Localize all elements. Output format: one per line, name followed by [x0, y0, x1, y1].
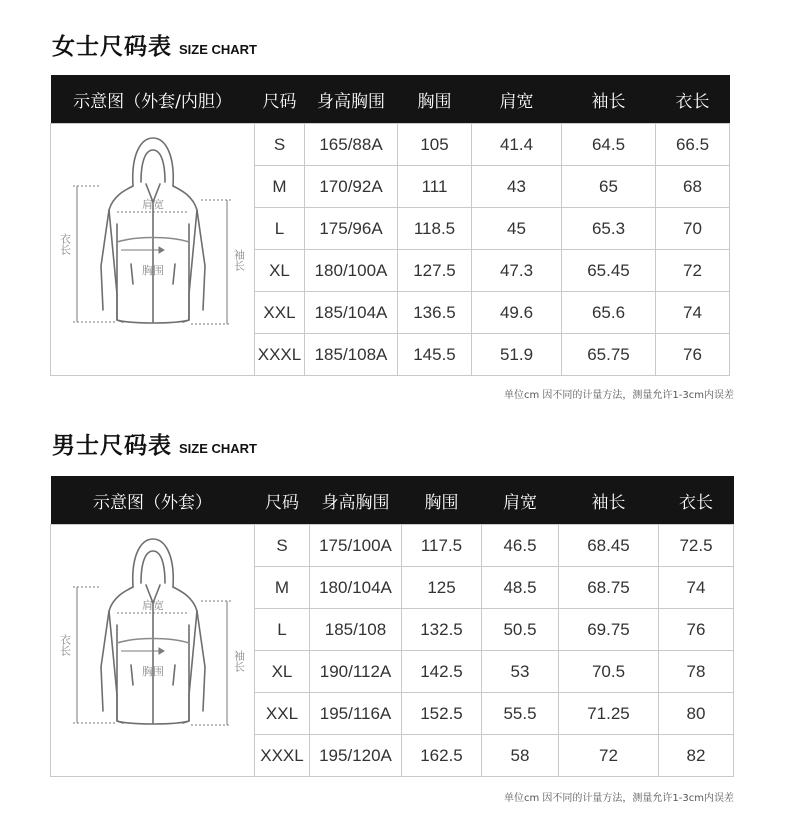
men-header-0: 示意图（外套）: [51, 476, 255, 525]
table-cell: 48.5: [482, 567, 559, 609]
table-cell: 132.5: [402, 609, 482, 651]
women-header-5: 袖长: [562, 75, 656, 124]
table-cell: 65.6: [562, 292, 656, 334]
women-header-4: 肩宽: [472, 75, 562, 124]
men-header-1: 尺码: [255, 476, 310, 525]
table-cell: 142.5: [402, 651, 482, 693]
table-cell: 180/104A: [310, 567, 402, 609]
table-cell: 180/100A: [305, 250, 398, 292]
chest-label: 胸围: [142, 264, 164, 277]
table-cell: 117.5: [402, 525, 482, 567]
table-cell: M: [255, 166, 305, 208]
men-header-4: 肩宽: [482, 476, 559, 525]
table-cell: 70.5: [559, 651, 659, 693]
table-cell: 152.5: [402, 693, 482, 735]
men-title-text: 男士尺码表: [52, 433, 172, 459]
table-cell: 72.5: [659, 525, 734, 567]
table-cell: S: [255, 525, 310, 567]
table-cell: 41.4: [472, 124, 562, 166]
table-cell: 46.5: [482, 525, 559, 567]
table-cell: 185/108: [310, 609, 402, 651]
table-cell: 68.45: [559, 525, 659, 567]
table-cell: 64.5: [562, 124, 656, 166]
table-cell: 50.5: [482, 609, 559, 651]
table-cell: M: [255, 567, 310, 609]
table-cell: 43: [472, 166, 562, 208]
table-cell: 118.5: [398, 208, 472, 250]
table-cell: 175/96A: [305, 208, 398, 250]
table-cell: XXL: [255, 693, 310, 735]
table-cell: 45: [472, 208, 562, 250]
table-cell: 195/120A: [310, 735, 402, 777]
table-cell: 65: [562, 166, 656, 208]
men-measure-note: 单位cm 因不同的计量方法，测量允许1-3cm内误差: [504, 793, 734, 804]
table-cell: 82: [659, 735, 734, 777]
table-cell: 72: [656, 250, 730, 292]
length-label: 衣长: [58, 233, 72, 255]
table-cell: 65.3: [562, 208, 656, 250]
table-cell: L: [255, 609, 310, 651]
women-header-3: 胸围: [398, 75, 472, 124]
table-cell: 58: [482, 735, 559, 777]
table-cell: 65.75: [562, 334, 656, 376]
women-header-0: 示意图（外套/内胆）: [51, 75, 255, 124]
men-subtitle: SIZE CHART: [179, 441, 257, 456]
women-header-6: 衣长: [656, 75, 730, 124]
table-cell: 170/92A: [305, 166, 398, 208]
table-cell: 190/112A: [310, 651, 402, 693]
table-cell: 47.3: [472, 250, 562, 292]
table-cell: 74: [659, 567, 734, 609]
sleeve-label: 袖长: [232, 650, 246, 672]
shoulder-label: 肩宽: [142, 599, 164, 612]
table-cell: 51.9: [472, 334, 562, 376]
table-cell: 69.75: [559, 609, 659, 651]
table-row: [51, 525, 734, 567]
table-cell: S: [255, 124, 305, 166]
table-cell: 136.5: [398, 292, 472, 334]
table-cell: 185/108A: [305, 334, 398, 376]
table-cell: 145.5: [398, 334, 472, 376]
shoulder-label: 肩宽: [142, 198, 164, 211]
table-cell: 80: [659, 693, 734, 735]
men-header-5: 袖长: [559, 476, 659, 525]
men-header-3: 胸围: [402, 476, 482, 525]
table-cell: 111: [398, 166, 472, 208]
women-measure-note: 单位cm 因不同的计量方法，测量允许1-3cm内误差: [504, 390, 734, 401]
table-cell: XXXL: [255, 334, 305, 376]
table-cell: 49.6: [472, 292, 562, 334]
men-header-6: 衣长: [659, 476, 734, 525]
table-cell: XL: [255, 651, 310, 693]
table-cell: XXL: [255, 292, 305, 334]
table-cell: XXXL: [255, 735, 310, 777]
table-cell: 68.75: [559, 567, 659, 609]
table-cell: 68: [656, 166, 730, 208]
table-cell: 76: [656, 334, 730, 376]
table-cell: XL: [255, 250, 305, 292]
table-cell: 127.5: [398, 250, 472, 292]
length-label: 衣长: [58, 634, 72, 656]
table-cell: 53: [482, 651, 559, 693]
table-cell: 74: [656, 292, 730, 334]
table-cell: 66.5: [656, 124, 730, 166]
sleeve-label: 袖长: [232, 249, 246, 271]
chest-label: 胸围: [142, 665, 164, 678]
table-cell: 70: [656, 208, 730, 250]
jacket-diagram-icon: [51, 525, 254, 771]
women-subtitle: SIZE CHART: [179, 42, 257, 57]
table-cell: 125: [402, 567, 482, 609]
women-title-text: 女士尺码表: [52, 34, 172, 60]
table-cell: 55.5: [482, 693, 559, 735]
women-header-2: 身高胸围: [305, 75, 398, 124]
table-cell: 162.5: [402, 735, 482, 777]
table-cell: 76: [659, 609, 734, 651]
men-size-table: [50, 476, 734, 777]
table-cell: 65.45: [562, 250, 656, 292]
table-cell: 175/100A: [310, 525, 402, 567]
men-header-row: [51, 476, 734, 525]
table-cell: 72: [559, 735, 659, 777]
table-cell: 71.25: [559, 693, 659, 735]
table-cell: 78: [659, 651, 734, 693]
table-cell: L: [255, 208, 305, 250]
table-cell: 165/88A: [305, 124, 398, 166]
table-cell: 185/104A: [305, 292, 398, 334]
table-cell: 105: [398, 124, 472, 166]
men-diagram-cell: [51, 525, 255, 777]
men-header-2: 身高胸围: [310, 476, 402, 525]
women-header-1: 尺码: [255, 75, 305, 124]
table-cell: 195/116A: [310, 693, 402, 735]
men-title: [52, 427, 257, 460]
